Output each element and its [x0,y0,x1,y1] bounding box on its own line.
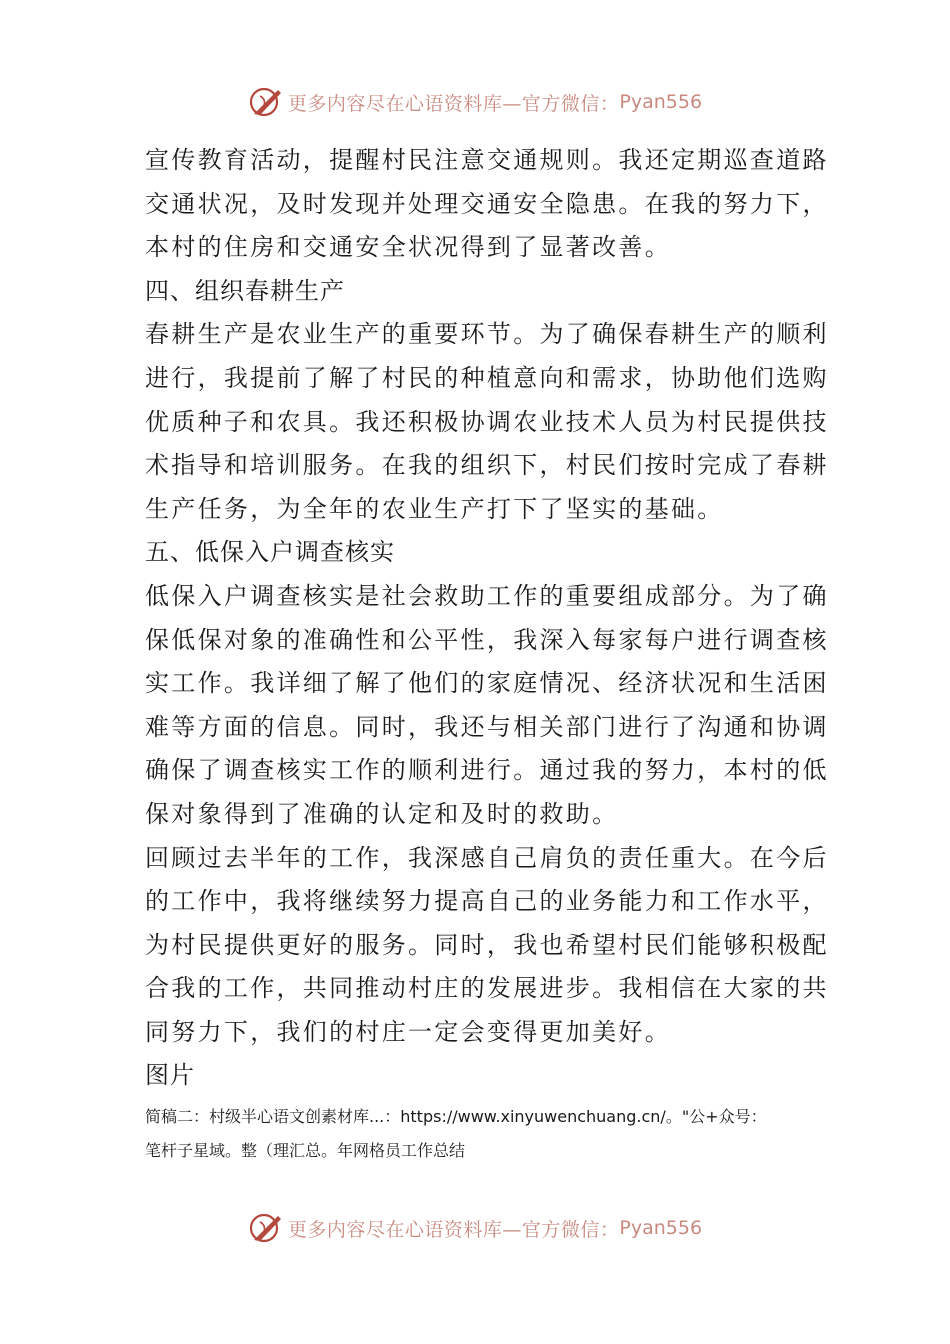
paragraph-line: 本村的住房和交通安全状况得到了显著改善。 [145,233,671,262]
paragraph-line: 春耕生产是农业生产的重要环节。为了确保春耕生产的顺利 [145,320,829,349]
paragraph-line: 的工作中，我将继续努力提高自己的业务能力和工作水平， [145,887,829,916]
paragraph-line: 难等方面的信息。同时，我还与相关部门进行了沟通和协调 [145,712,829,741]
paragraph-line: 同努力下，我们的村庄一定会变得更加美好。 [145,1017,671,1046]
watermark-text: 更多内容尽在心语资料库—官方微信： [287,92,620,115]
watermark-banner-bottom [0,1206,950,1250]
section-heading-5: 五、低保入户调查核实 [145,538,395,567]
paragraph-line: 保低保对象的准确性和公平性，我深入每家每户进行调查核 [145,625,829,654]
quill-pen-logo-icon [248,84,284,120]
paragraph-line: 进行，我提前了解了村民的种植意向和需求，协助他们选购 [145,363,829,392]
paragraph-line: 保对象得到了准确的认定和及时的救助。 [145,799,619,828]
quill-pen-logo-icon [248,1210,284,1246]
watermark-handle: Pyan556 [619,91,703,113]
paragraph-line: 为村民提供更好的服务。同时，我也希望村民们能够积极配 [145,930,829,959]
paragraph-line: 术指导和培训服务。在我的组织下，村民们按时完成了春耕 [145,451,829,480]
watermark-banner-top [0,80,950,124]
document-body [145,139,829,1098]
paragraph-line: 实工作。我详细了解了他们的家庭情况、经济状况和生活困 [145,669,829,698]
footer-note-line-1: 简稿二：村级半心语文创素材库...：https://www.xinyuwenchuang.cn/。"公+众号： [145,1107,767,1126]
paragraph-line: 回顾过去半年的工作，我深感自己肩负的责任重大。在今后 [145,843,829,872]
watermark-handle: Pyan556 [619,1217,703,1239]
paragraph-line: 低保入户调查核实是社会救助工作的重要组成部分。为了确 [145,581,829,610]
section-heading-4: 四、组织春耕生产 [145,276,345,305]
paragraph-line: 优质种子和农具。我还积极协调农业技术人员为村民提供技 [145,407,829,436]
paragraph-line: 交通状况，及时发现并处理交通安全隐患。在我的努力下， [145,189,829,218]
watermark-text: 更多内容尽在心语资料库—官方微信： [287,1218,620,1241]
paragraph-line: 生产任务，为全年的农业生产打下了坚实的基础。 [145,494,724,523]
paragraph-line: 合我的工作，共同推动村庄的发展进步。我相信在大家的共 [145,974,829,1003]
paragraph-line: 宣传教育活动，提醒村民注意交通规则。我还定期巡查道路 [145,146,829,174]
paragraph-line: 确保了调查核实工作的顺利进行。通过我的努力，本村的低 [145,756,829,785]
image-caption: 图片 [145,1061,195,1090]
footer-note-line-2: 笔杆子星域。整（理汇总。年网格员工作总结 [145,1141,466,1160]
